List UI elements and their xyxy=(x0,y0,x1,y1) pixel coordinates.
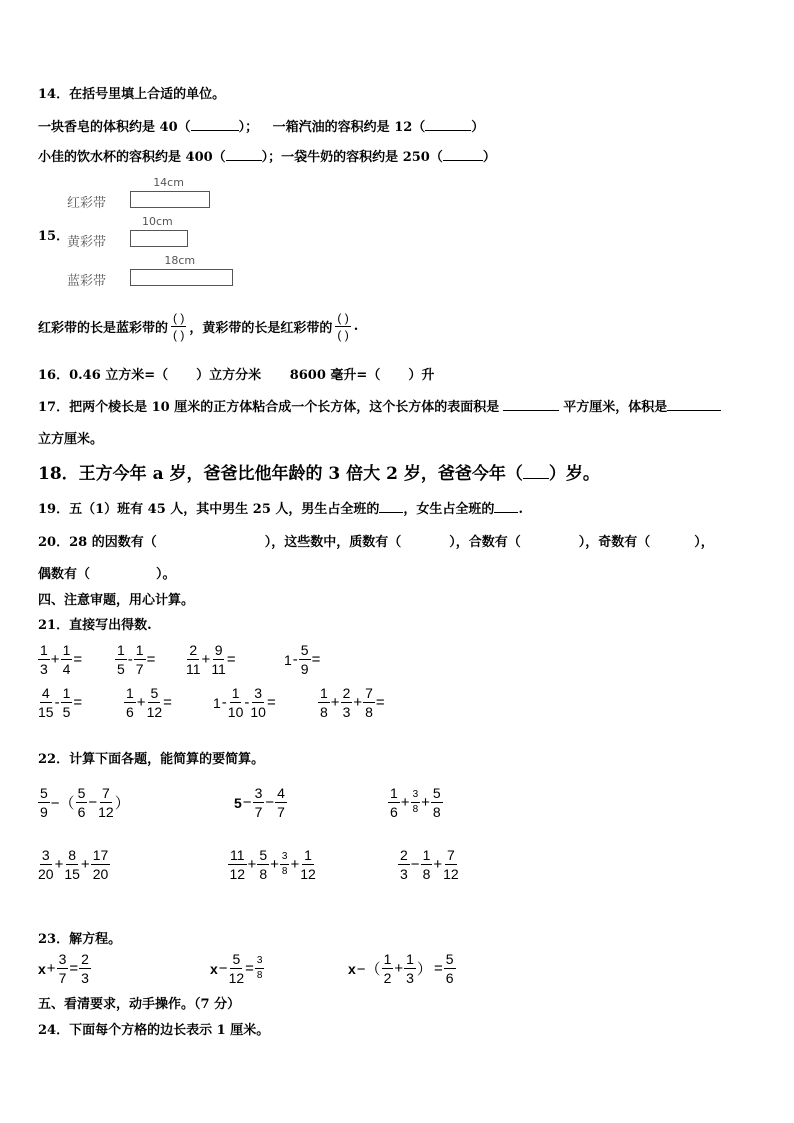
expr-token: x xyxy=(210,960,218,977)
q21-expression xyxy=(186,643,237,676)
answer-blank[interactable] xyxy=(523,478,549,479)
expr-token: x xyxy=(348,960,356,977)
q15-number: 15． xyxy=(38,229,70,244)
expr-token: - xyxy=(221,694,227,711)
q18: 18．王方今年 a 岁，爸爸比他年龄的 3 倍大 2 岁，爸爸今年（ ）岁。 xyxy=(38,464,600,484)
expr-token: - xyxy=(292,651,298,668)
fraction: $\frac{1}{2}$ xyxy=(383,951,392,986)
ribbon-label: 红彩带 xyxy=(67,196,107,211)
expr-token: = xyxy=(69,960,79,977)
fraction: $\frac{3}{20}$ xyxy=(38,847,54,882)
expr-token: −（ xyxy=(356,961,381,978)
q22-expression xyxy=(388,786,443,819)
expr-token: + xyxy=(247,856,257,873)
expr-token: = xyxy=(375,694,385,711)
expr-token: ） xyxy=(416,961,432,978)
answer-fraction[interactable]: $\frac{( )}{( )}$ xyxy=(173,310,185,342)
answer-blank[interactable] xyxy=(503,410,559,411)
q22-expression xyxy=(398,848,459,881)
expr-token: + xyxy=(330,694,340,711)
fraction: $\frac{2}{3}$ xyxy=(342,685,351,720)
fraction: $\frac{1}{4}$ xyxy=(62,642,71,677)
ribbon-label: 蓝彩带 xyxy=(67,274,107,289)
expr-token: + xyxy=(421,794,430,811)
expr-token: - xyxy=(244,694,250,711)
expr-token: + xyxy=(80,856,90,873)
expr-token: + xyxy=(54,856,64,873)
expr-token: 5 xyxy=(234,794,242,811)
q19: 19．五（1）班有 45 人，其中男生 25 人，男生占全班的 ，女生占全班的 . xyxy=(38,502,523,517)
expr-token: ） xyxy=(114,795,130,812)
ribbon-length-label: 10cm xyxy=(142,215,173,228)
q22-title: 22．计算下面各题，能简算的要简算。 xyxy=(38,752,265,767)
fraction: $\frac{5}{12}$ xyxy=(146,685,163,720)
fraction: $\frac{1}{8}$ xyxy=(422,847,431,882)
fraction: $\frac{5}{9}$ xyxy=(300,642,309,677)
expr-token: + xyxy=(400,794,410,811)
fraction: $\frac{1}{6}$ xyxy=(126,685,134,720)
q24-title: 24．下面每个方格的边长表示 1 厘米。 xyxy=(38,1023,270,1038)
fraction: $\frac{4}{15}$ xyxy=(38,685,54,720)
q15-sentence: 红彩带的长是蓝彩带的 $\frac{( )}{( )}$ ，黄彩带的长是红彩带的 $\frac{( )}{( )}$ . xyxy=(38,310,359,342)
q21-expression xyxy=(115,643,156,676)
fraction: $\frac{3}{8}$ xyxy=(412,789,419,815)
expr-token: + xyxy=(50,651,60,668)
fraction: $\frac{7}{12}$ xyxy=(98,785,114,820)
fraction: $\frac{2}{3}$ xyxy=(81,951,89,986)
expr-token: + xyxy=(46,960,56,977)
expr-token: − xyxy=(242,794,252,811)
q23-title: 23．解方程。 xyxy=(38,932,122,947)
fraction: $\frac{2}{11}$ xyxy=(186,642,201,677)
fraction: $\frac{5}{8}$ xyxy=(259,847,268,882)
expr-token: + xyxy=(394,960,404,977)
answer-blank[interactable] xyxy=(226,160,262,161)
q21-expression xyxy=(38,643,83,676)
fraction: $\frac{5}{8}$ xyxy=(432,785,441,820)
fraction: $\frac{3}{7}$ xyxy=(254,785,263,820)
q14-title: 14．在括号里填上合适的单位。 xyxy=(38,87,226,102)
expr-token: + xyxy=(201,651,211,668)
fraction: $\frac{1}{6}$ xyxy=(390,785,398,820)
q21-expression xyxy=(284,643,321,676)
fraction: $\frac{1}{10}$ xyxy=(227,685,244,720)
fraction: $\frac{5}{9}$ xyxy=(40,785,48,820)
q17-unit: 立方厘米。 xyxy=(38,432,104,447)
fraction: $\frac{9}{11}$ xyxy=(211,642,226,677)
q21-expression xyxy=(38,686,83,719)
fraction: $\frac{4}{7}$ xyxy=(277,785,285,820)
q14-line2: 小佳的饮水杯的容积约是 400（ ）；一袋牛奶的容积约是 250（ ） xyxy=(38,150,496,165)
ribbon-length-label: 14cm xyxy=(153,176,184,189)
fraction: $\frac{17}{20}$ xyxy=(92,847,109,882)
fraction: $\frac{11}{12}$ xyxy=(229,847,246,882)
expr-token: + xyxy=(136,694,146,711)
answer-blank[interactable] xyxy=(191,130,239,131)
q22-expression xyxy=(38,786,131,819)
expr-token: = xyxy=(311,651,321,668)
ribbon-label: 黄彩带 xyxy=(67,235,107,250)
q22-expression xyxy=(234,786,287,819)
q14-line1: 一块香皂的体积约是 40（ ）； 一箱汽油的容积约是 12（ ） xyxy=(38,120,485,135)
fraction: $\frac{1}{7}$ xyxy=(135,642,144,677)
fraction: $\frac{1}{3}$ xyxy=(40,642,48,677)
q21-expression xyxy=(318,686,386,719)
expr-token: − xyxy=(218,960,228,977)
fraction: $\frac{3}{8}$ xyxy=(256,955,263,981)
fraction: $\frac{3}{10}$ xyxy=(250,685,266,720)
expr-token: + xyxy=(353,694,363,711)
q21-expression xyxy=(124,686,173,719)
ribbon-bar xyxy=(130,269,233,286)
answer-fraction[interactable]: $\frac{( )}{( )}$ xyxy=(337,310,349,342)
fraction: $\frac{1}{5}$ xyxy=(62,685,71,720)
expr-token: = xyxy=(73,694,83,711)
answer-blank[interactable] xyxy=(425,130,471,131)
expr-token: − xyxy=(88,794,98,811)
fraction: $\frac{7}{12}$ xyxy=(443,847,459,882)
expr-token: + xyxy=(433,856,443,873)
ribbon-length-label: 18cm xyxy=(164,254,196,267)
expr-token: − xyxy=(265,794,275,811)
fraction: $\frac{2}{3}$ xyxy=(400,847,408,882)
ribbon-bar xyxy=(130,191,210,208)
answer-blank[interactable] xyxy=(443,160,483,161)
q23-equation xyxy=(348,952,456,985)
expr-token: 1 xyxy=(213,694,221,711)
expr-token: = xyxy=(146,651,156,668)
fraction: $\frac{8}{15}$ xyxy=(64,847,80,882)
fraction: $\frac{7}{8}$ xyxy=(365,685,373,720)
expr-token: = xyxy=(163,694,172,711)
expr-token: 1 xyxy=(284,651,292,668)
fraction: $\frac{5}{12}$ xyxy=(228,951,245,986)
expr-token: = xyxy=(433,960,443,977)
section-4-heading: 四、注意审题，用心计算。 xyxy=(38,593,195,608)
q22-expression xyxy=(38,848,110,881)
expr-token: + xyxy=(290,856,300,873)
expr-token: = xyxy=(226,651,236,668)
expr-token: - xyxy=(54,694,60,711)
expr-token: = xyxy=(245,960,254,977)
q16: 16．0.46 立方米=（ ）立方分米 8600 毫升=（ ）升 xyxy=(38,368,435,383)
section-5-heading: 五、看清要求，动手操作。（7 分） xyxy=(38,997,241,1012)
fraction: $\frac{1}{12}$ xyxy=(300,847,316,882)
q17: 17．把两个棱长是 10 厘米的正方体粘合成一个长方体，这个长方体的表面积是 平方厘米，体积是 xyxy=(38,396,721,415)
expr-token: = xyxy=(73,651,83,668)
fraction: $\frac{1}{3}$ xyxy=(406,951,414,986)
expr-token: - xyxy=(127,651,133,668)
fraction: $\frac{1}{8}$ xyxy=(320,685,328,720)
q20: 20．28 的因数有（ ），这些数中，质数有（ ），合数有（ ），奇数有（ ）， xyxy=(38,535,714,550)
fraction: $\frac{5}{6}$ xyxy=(77,785,86,820)
fraction: $\frac{3}{7}$ xyxy=(58,951,67,986)
q23-equation xyxy=(210,952,264,985)
expr-token: = xyxy=(266,694,276,711)
answer-blank[interactable] xyxy=(494,512,518,513)
q21-expression xyxy=(213,686,277,719)
fraction: $\frac{5}{6}$ xyxy=(445,951,454,986)
expr-token: −（ xyxy=(50,795,75,812)
answer-blank[interactable] xyxy=(379,512,403,513)
expr-token: − xyxy=(410,856,420,873)
q20-line2: 偶数有（ ）。 xyxy=(38,567,176,582)
fraction: $\frac{3}{8}$ xyxy=(281,851,288,877)
ribbon-bar xyxy=(130,230,188,247)
expr-token: + xyxy=(270,856,279,873)
fraction: $\frac{1}{5}$ xyxy=(117,642,125,677)
expr-token: x xyxy=(38,960,46,977)
q23-equation xyxy=(38,952,91,985)
q21-title: 21．直接写出得数. xyxy=(38,618,152,633)
answer-blank[interactable] xyxy=(667,410,721,411)
q22-expression xyxy=(228,848,316,881)
